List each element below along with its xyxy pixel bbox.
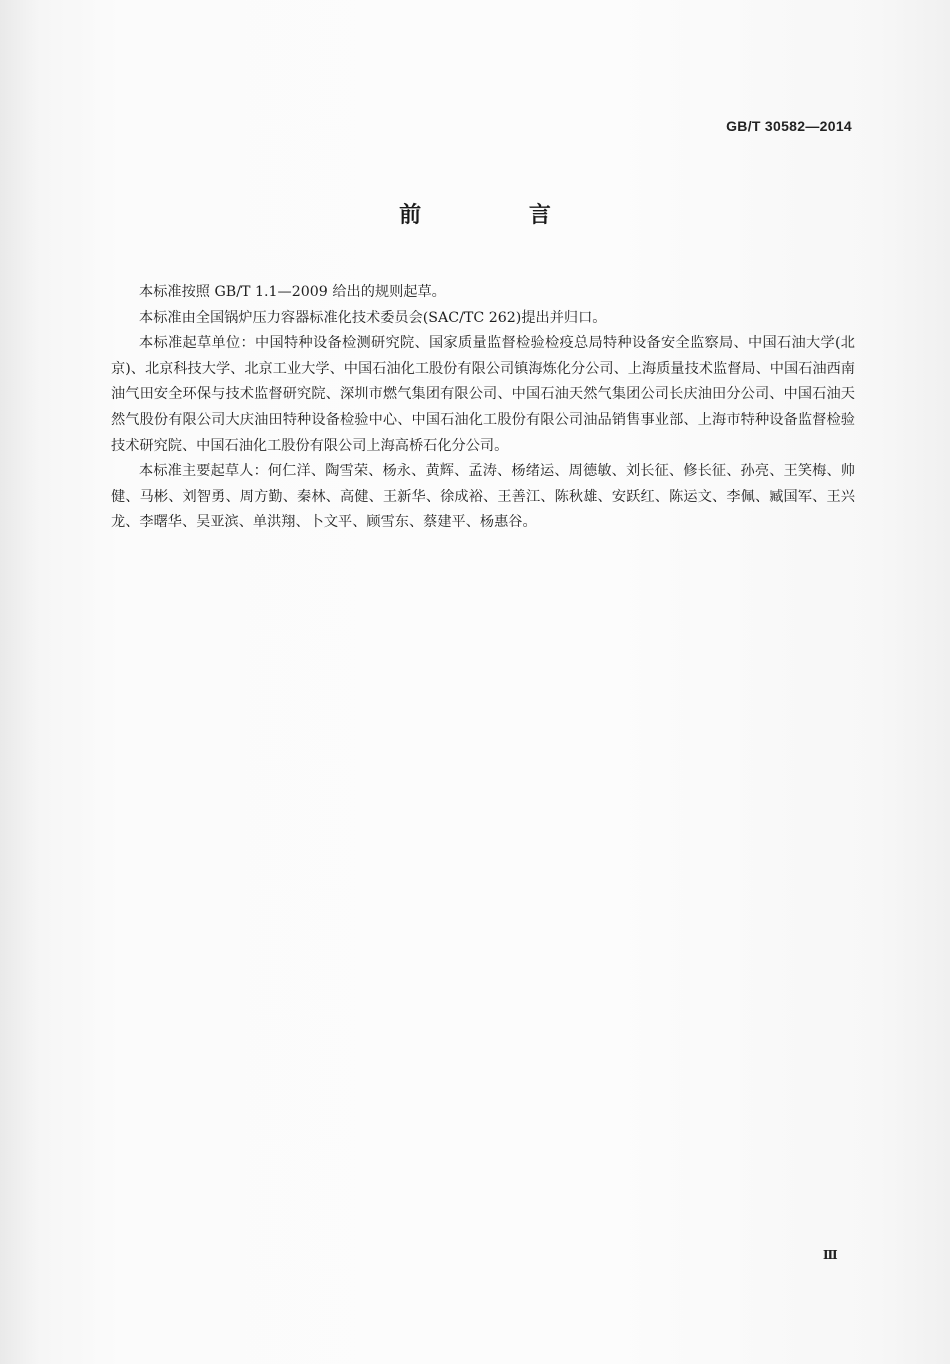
page-number: Ⅲ bbox=[823, 1248, 838, 1262]
foreword-body bbox=[111, 280, 855, 536]
paragraph-drafting-rules: 本标准按照 GB/T 1.1—2009 给出的规则起草。 bbox=[139, 284, 446, 300]
paragraph-proposer: 本标准由全国锅炉压力容器标准化技术委员会(SAC/TC 262)提出并归口。 bbox=[139, 309, 607, 326]
paragraph-drafting-units: 本标准起草单位：中国特种设备检测研究院、国家质量监督检验检疫总局特种设备安全监察局、中国石油大学(北京)、北京科技大学、北京工业大学、中国石油化工股份有限公司镇海炼化分公司、上海质量技术监督局、中国石油西南油气田安全环保与技术监督研究院、深圳市燃气集团有限公司、中国石油天然气集团公司长庆油田分公司、中国石油天然气股份有限公司大庆油田特种设备检验中心、中国石油化工股份有限公司油品销售事业部、上海市特种设备监督检验技术研究院、中国石油化工股份有限公司上海高桥石化分公司。 bbox=[111, 335, 855, 454]
section-title: 前 言 bbox=[399, 203, 601, 228]
standard-number: GB/T 30582—2014 bbox=[726, 118, 852, 134]
paragraph-drafters: 本标准主要起草人：何仁洋、陶雪荣、杨永、黄辉、孟涛、杨绪运、周德敏、刘长征、修长征、孙亮、王笑梅、帅健、马彬、刘智勇、周方勤、秦林、高健、王新华、徐成裕、王善江、陈秋雄、安跃红、陈运文、李佩、臧国军、王兴龙、李曙华、吴亚滨、单洪翔、卜文平、顾雪东、蔡建平、杨惠谷。 bbox=[111, 463, 855, 531]
